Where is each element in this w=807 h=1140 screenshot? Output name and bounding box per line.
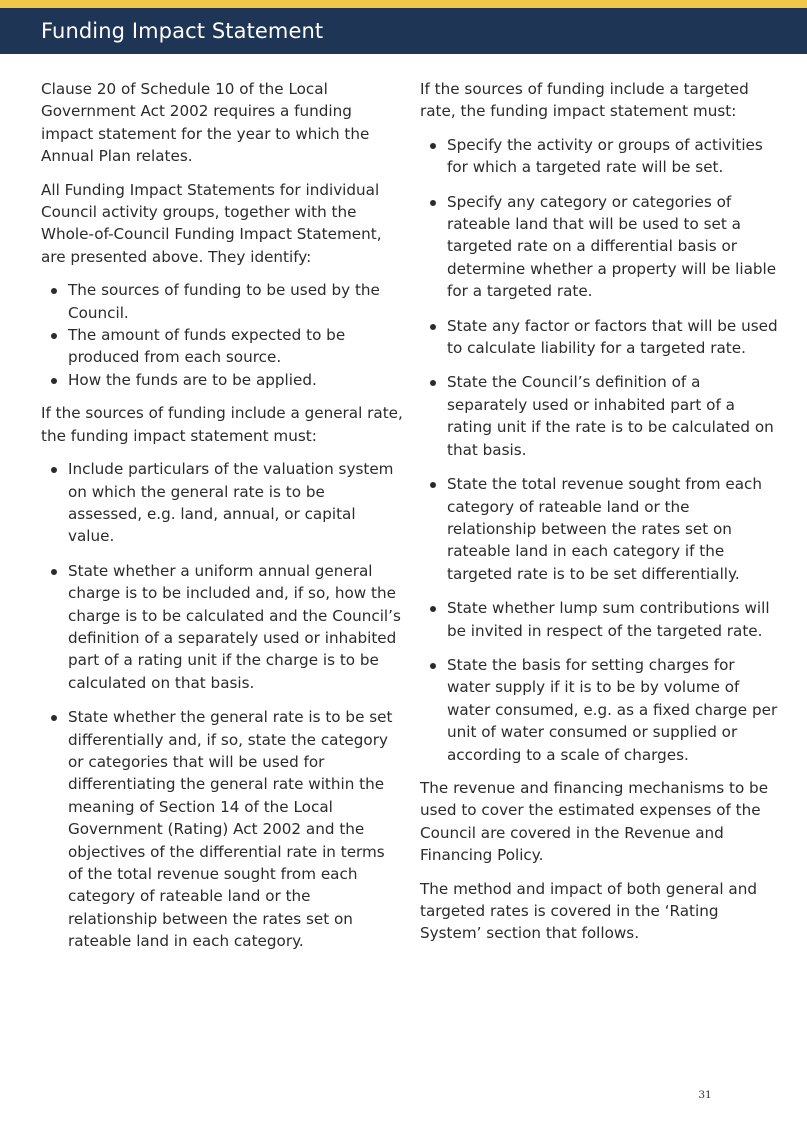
- list-item: State the total revenue sought from each category of rateable land or the relationship between the rates set on rateable land in each category if the targeted rate is to be set differentially.: [420, 473, 782, 585]
- list-item: State any factor or factors that will be used to calculate liability for a targeted rate.: [420, 315, 782, 360]
- list-item: State whether lump sum contributions will be invited in respect of the targeted rate.: [420, 597, 782, 642]
- left-column: [41, 78, 403, 964]
- list-item: The amount of funds expected to be produced from each source.: [41, 324, 403, 369]
- general-rate-intro-paragraph: If the sources of funding include a general rate, the funding impact statement must:: [41, 404, 403, 445]
- list-item: How the funds are to be applied.: [41, 369, 403, 391]
- list-item: Specify any category or categories of rateable land that will be used to set a targeted rate on a differential basis or determine whether a property will be liable for a targeted rate.: [420, 191, 782, 303]
- page-number: 31: [698, 1089, 712, 1101]
- list-item: Specify the activity or groups of activities for which a targeted rate will be set.: [420, 134, 782, 179]
- targeted-rate-list: [420, 134, 782, 766]
- revenue-paragraph: The revenue and financing mechanisms to be used to cover the estimated expenses of the Council are covered in the Revenue and Financing Policy.: [420, 778, 769, 865]
- targeted-rate-intro-paragraph: If the sources of funding include a targeted rate, the funding impact statement must:: [420, 80, 749, 121]
- general-rate-list: [41, 458, 403, 953]
- list-item: State the Council’s definition of a separately used or inhabited part of a rating unit if the rate is to be calculated on that basis.: [420, 371, 782, 461]
- intro-paragraph: Clause 20 of Schedule 10 of the Local Government Act 2002 requires a funding impact statement for the year to which the Annual Plan relates.: [41, 80, 370, 166]
- right-column: [420, 78, 782, 956]
- list-item: State whether the general rate is to be set differentially and, if so, state the category or categories that will be used for differentiating the general rate within the meaning of Section 14 of the Local Government (Rating) Act 2002 and the objectives of the differential rate in terms of the total revenue sought from each category of rateable land or the relationship between the rates set on rateable land in each category.: [41, 706, 403, 952]
- statements-intro-paragraph: All Funding Impact Statements for individual Council activity groups, together with the Whole-of-Council Funding Impact Statement, are presented above. They identify:: [41, 180, 382, 266]
- list-item: The sources of funding to be used by the Council.: [41, 279, 403, 324]
- list-item: State whether a uniform annual general charge is to be included and, if so, how the charge is to be calculated and the Council’s definition of a separately used or inhabited part of a rating unit if the charge is to be calculated on that basis.: [41, 560, 403, 694]
- method-paragraph: The method and impact of both general and targeted rates is covered in the ‘Rating System’ section that follows.: [420, 879, 757, 943]
- page-title: Funding Impact Statement: [41, 19, 324, 43]
- header-accent-stripe: [0, 0, 807, 8]
- list-item: Include particulars of the valuation system on which the general rate is to be assessed, e.g. land, annual, or capital value.: [41, 458, 403, 548]
- identify-list: [41, 279, 403, 391]
- header-band: [0, 8, 807, 54]
- list-item: State the basis for setting charges for water supply if it is to be by volume of water consumed, e.g. as a fixed charge per unit of water consumed or supplied or according to a scale of charges.: [420, 654, 782, 766]
